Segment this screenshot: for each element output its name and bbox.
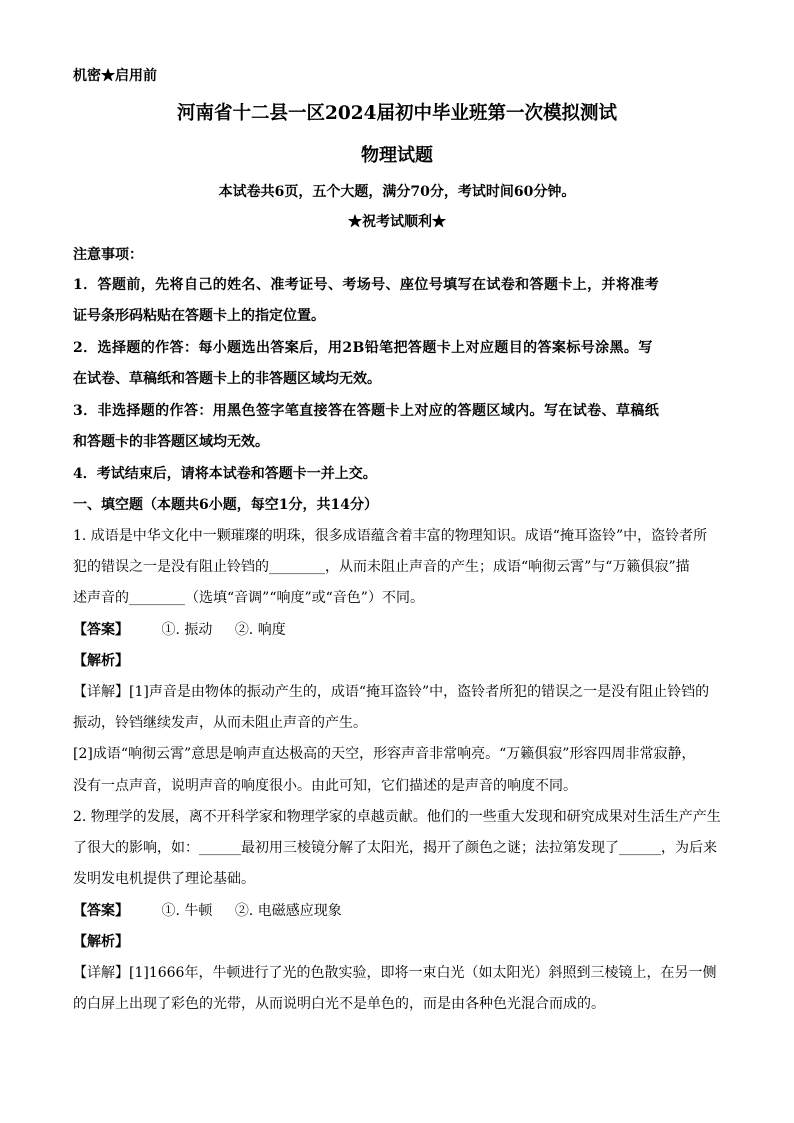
detail-line: 【详解】[1]1666年，牛顿进行了光的色散实验，即将一束白光（如太阳光）斜照到三棱镜上，在另一侧 (73, 965, 717, 981)
question-2-line: 了很大的影响，如：______最初用三棱镜分解了太阳光，揭开了颜色之谜；法拉第发现了______，为后来 (73, 840, 717, 856)
note-line: 在试卷、草稿纸和答题卡上的非答题区域均无效。 (73, 371, 381, 387)
answer-tag: 【答案】 (73, 622, 129, 638)
exam-info: 本试卷共6页，五个大题，满分70分，考试时间60分钟。 (218, 184, 576, 200)
note-line: 4．考试结束后，请将本试卷和答题卡一并上交。 (73, 466, 377, 482)
detail-line: [2]成语“响彻云霄”意思是响声直达极高的天空，形容声音非常响亮。“万籁俱寂”形容四周非常寂静， (73, 746, 696, 762)
note-line: 1．答题前，先将自己的姓名、准考证号、考场号、座位号填写在试卷和答题卡上，并将准考 (73, 277, 660, 293)
note-line: 3．非选择题的作答：用黑色签字笔直接答在答题卡上对应的答题区域内。写在试卷、草稿纸 (73, 403, 660, 419)
note-line: 2．选择题的作答：每小题选出答案后，用2B铅笔把答题卡上对应题目的答案标号涂黑。写 (73, 340, 653, 356)
confidential-label: 机密★启用前 (73, 68, 157, 84)
answer-item: ②. 响度 (234, 622, 286, 638)
answer-item: ②. 电磁感应现象 (234, 903, 342, 919)
answer-item: ①. 牛顿 (161, 903, 213, 919)
note-line: 证号条形码粘贴在答题卡上的指定位置。 (73, 308, 325, 324)
answer-row (73, 621, 304, 639)
detail-line: 【详解】[1]声音是由物体的振动产生的，成语“掩耳盗铃”中，盗铃者所犯的错误之一是没有阻止铃铛的 (73, 684, 710, 700)
question-1-line: 犯的错误之一是没有阻止铃铛的________，从而未阻止声音的产生；成语“响彻云霄”与“万籁俱寂”描 (73, 559, 690, 575)
section-heading: 一、填空题（本题共6小题，每空1分，共14分） (73, 497, 378, 513)
analysis-tag: 【解析】 (73, 653, 129, 669)
question-2-line: 2. 物理学的发展，离不开科学家和物理学家的卓越贡献。他们的一些重大发现和研究成果对生活生产产生 (73, 809, 721, 825)
question-1-line: 述声音的________（选填“音调”“响度”或“音色”）不同。 (73, 590, 424, 606)
detail-line: 振动，铃铛继续发声，从而未阻止声音的产生。 (73, 715, 367, 731)
good-luck-line: ★祝考试顺利★ (348, 214, 446, 230)
subject-title: 物理试题 (361, 145, 433, 166)
notes-heading: 注意事项： (73, 247, 143, 263)
exam-title: 河南省十二县一区2024届初中毕业班第一次模拟测试 (177, 103, 617, 124)
detail-line: 的白屏上出现了彩色的光带，从而说明白光不是单色的，而是由各种色光混合而成的。 (73, 996, 605, 1012)
question-2-line: 发明发电机提供了理论基础。 (73, 871, 255, 887)
question-1-line: 1. 成语是中华文化中一颗璀璨的明珠，很多成语蕴含着丰富的物理知识。成语“掩耳盗铃”中，盗铃者所 (73, 528, 708, 544)
answer-tag: 【答案】 (73, 903, 129, 919)
answer-item: ①. 振动 (161, 622, 213, 638)
detail-line: 没有一点声音，说明声音的响度很小。由此可知，它们描述的是声音的响度不同。 (73, 778, 577, 794)
note-line: 和答题卡的非答题区域均无效。 (73, 434, 269, 450)
analysis-tag: 【解析】 (73, 934, 129, 950)
answer-row (73, 902, 360, 920)
